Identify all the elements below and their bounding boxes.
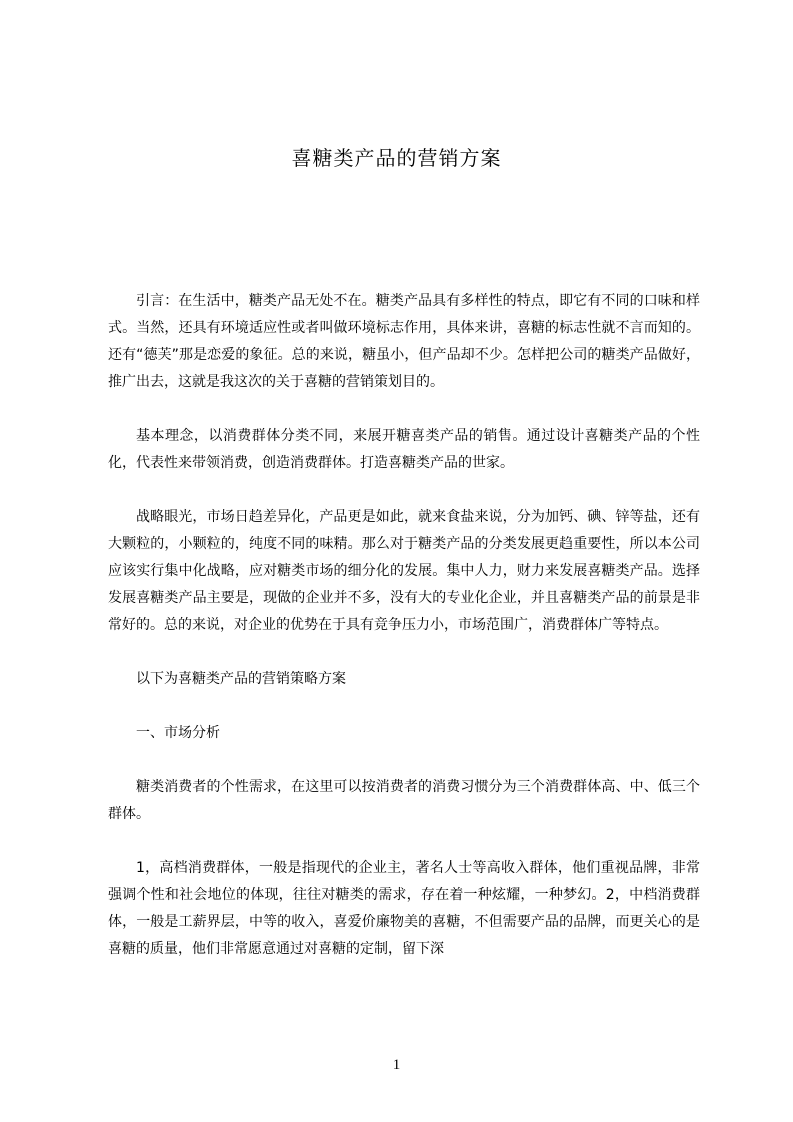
document-title: 喜糖类产品的营销方案 (291, 146, 502, 170)
paragraph-plan-intro: 以下为喜糖类产品的营销策略方案 (136, 671, 346, 687)
paragraph-consumer-groups: 1，高档消费群体，一般是指现代的企业主，著名人士等高收入群体，他们重视品牌，非常强调个性和社会地位的体现，往往对糖类的需求，存在着一种炫耀，一种梦幻。2，中档消费群体，一般是工薪界层，中等的收入，喜爱价廉物美的喜糖，不但需要产品的品牌，而更关心的是喜糖的质量，他们非常愿意通过对喜糖的定制，留下深 (108, 860, 700, 957)
section-heading-market-analysis: 一、市场分析 (136, 725, 220, 741)
page-number: 1 (392, 1057, 401, 1073)
paragraph-strategy-vision: 战略眼光，市场日趋差异化，产品更是如此，就来食盐来说，分为加钙、碘、锌等盐，还有大颗粒的，小颗粒的，纯度不同的味精。那么对于糖类产品的分类发展更趋重要性，所以本公司应该实行集中化战略，应对糖类市场的细分化的发展。集中人力，财力来发展喜糖类产品。选择发展喜糖类产品主要是，现做的企业并不多，没有大的专业化企业，并且喜糖类产品的前景是非常好的。总的来说，对企业的优势在于具有竞争压力小，市场范围广，消费群体广等特点。 (108, 509, 700, 633)
paragraph-basic-concept: 基本理念，以消费群体分类不同，来展开糖喜类产品的销售。通过设计喜糖类产品的个性化，代表性来带领消费，创造消费群体。打造喜糖类产品的世家。 (108, 428, 700, 471)
paragraph-consumer-needs: 糖类消费者的个性需求，在这里可以按消费者的消费习惯分为三个消费群体高、中、低三个群体。 (108, 779, 700, 822)
document-body (108, 288, 700, 963)
paragraph-introduction: 引言：在生活中，糖类产品无处不在。糖类产品具有多样性的特点，即它有不同的口味和样式。当然，还具有环境适应性或者叫做环境标志作用，具体来讲，喜糖的标志性就不言而知的。还有“德芙”那是恋爱的象征。总的来说，糖虽小，但产品却不少。怎样把公司的糖类产品做好，推广出去，这就是我这次的关于喜糖的营销策划目的。 (108, 293, 700, 390)
